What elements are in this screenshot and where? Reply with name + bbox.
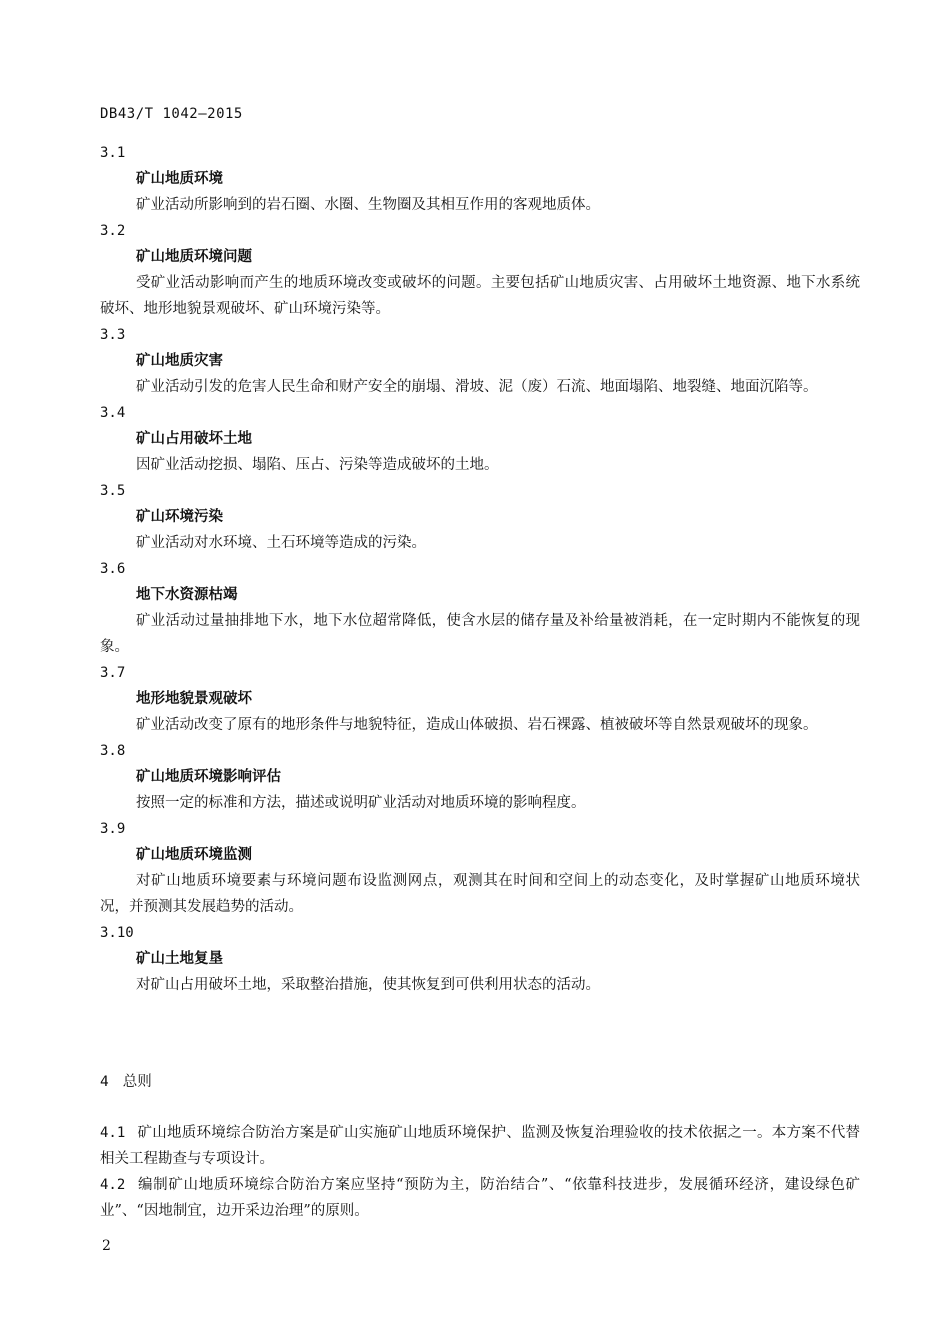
section-number: 4 bbox=[100, 1074, 109, 1090]
term-title: 地下水资源枯竭 bbox=[136, 587, 238, 603]
term-entry bbox=[100, 400, 860, 478]
term-entry bbox=[100, 660, 860, 738]
term-title: 矿山地质环境监测 bbox=[136, 847, 252, 863]
terms-list bbox=[100, 140, 860, 998]
term-number: 3.4 bbox=[100, 405, 126, 421]
term-entry bbox=[100, 478, 860, 556]
clause-text: 编制矿山地质环境综合防治方案应坚持“预防为主，防治结合”、“依靠科技进步，发展循环经济，建设绿色矿业”、“因地制宜，边开采边治理”的原则。 bbox=[100, 1177, 860, 1219]
term-number: 3.3 bbox=[100, 327, 126, 343]
term-title: 矿山地质环境问题 bbox=[136, 249, 252, 265]
term-title: 矿山环境污染 bbox=[136, 509, 223, 525]
term-number: 3.7 bbox=[100, 665, 126, 681]
clause-number: 4.1 bbox=[100, 1125, 126, 1141]
term-number: 3.10 bbox=[100, 925, 134, 941]
term-entry bbox=[100, 816, 860, 920]
clause-paragraph bbox=[100, 1120, 860, 1172]
standard-code: DB43/T 1042—2015 bbox=[100, 106, 243, 122]
term-title: 矿山占用破坏土地 bbox=[136, 431, 252, 447]
term-title: 矿山地质灾害 bbox=[136, 353, 223, 369]
term-title: 矿山土地复垦 bbox=[136, 951, 223, 967]
term-number: 3.5 bbox=[100, 483, 126, 499]
term-entry bbox=[100, 920, 860, 998]
term-definition: 因矿业活动挖损、塌陷、压占、污染等造成破坏的土地。 bbox=[136, 457, 499, 473]
term-number: 3.1 bbox=[100, 145, 126, 161]
term-entry bbox=[100, 140, 860, 218]
term-definition: 对矿山占用破坏土地，采取整治措施，使其恢复到可供利用状态的活动。 bbox=[136, 977, 600, 993]
term-definition: 受矿业活动影响而产生的地质环境改变或破坏的问题。主要包括矿山地质灾害、占用破坏土地资源、地下水系统破坏、地形地貌景观破坏、矿山环境污染等。 bbox=[100, 275, 860, 317]
term-definition: 矿业活动对水环境、土石环境等造成的污染。 bbox=[136, 535, 426, 551]
term-entry bbox=[100, 556, 860, 660]
term-entry bbox=[100, 218, 860, 322]
term-definition: 矿业活动改变了原有的地形条件与地貌特征，造成山体破损、岩石裸露、植被破坏等自然景观破坏的现象。 bbox=[136, 717, 818, 733]
term-definition: 矿业活动所影响到的岩石圈、水圈、生物圈及其相互作用的客观地质体。 bbox=[136, 197, 600, 213]
term-entry bbox=[100, 738, 860, 816]
term-number: 3.2 bbox=[100, 223, 126, 239]
clause-number: 4.2 bbox=[100, 1177, 126, 1193]
term-definition: 矿业活动引发的危害人民生命和财产安全的崩塌、滑坡、泥（废）石流、地面塌陷、地裂缝、地面沉陷等。 bbox=[136, 379, 818, 395]
term-definition: 对矿山地质环境要素与环境问题布设监测网点，观测其在时间和空间上的动态变化，及时掌握矿山地质环境状况，并预测其发展趋势的活动。 bbox=[100, 873, 860, 915]
clause-text: 矿山地质环境综合防治方案是矿山实施矿山地质环境保护、监测及恢复治理验收的技术依据之一。本方案不代替相关工程勘查与专项设计。 bbox=[100, 1125, 860, 1167]
term-definition: 矿业活动过量抽排地下水，地下水位超常降低，使含水层的储存量及补给量被消耗，在一定时期内不能恢复的现象。 bbox=[100, 613, 860, 655]
section-heading bbox=[100, 1069, 152, 1095]
section-title: 总则 bbox=[122, 1074, 152, 1090]
term-number: 3.8 bbox=[100, 743, 126, 759]
term-title: 地形地貌景观破坏 bbox=[136, 691, 252, 707]
term-number: 3.6 bbox=[100, 561, 126, 577]
term-title: 矿山地质环境 bbox=[136, 171, 223, 187]
page-number: 2 bbox=[102, 1238, 111, 1254]
clause-paragraph bbox=[100, 1172, 860, 1224]
term-title: 矿山地质环境影响评估 bbox=[136, 769, 281, 785]
term-number: 3.9 bbox=[100, 821, 126, 837]
clause-list bbox=[100, 1120, 860, 1224]
term-entry bbox=[100, 322, 860, 400]
term-definition: 按照一定的标准和方法，描述或说明矿业活动对地质环境的影响程度。 bbox=[136, 795, 586, 811]
